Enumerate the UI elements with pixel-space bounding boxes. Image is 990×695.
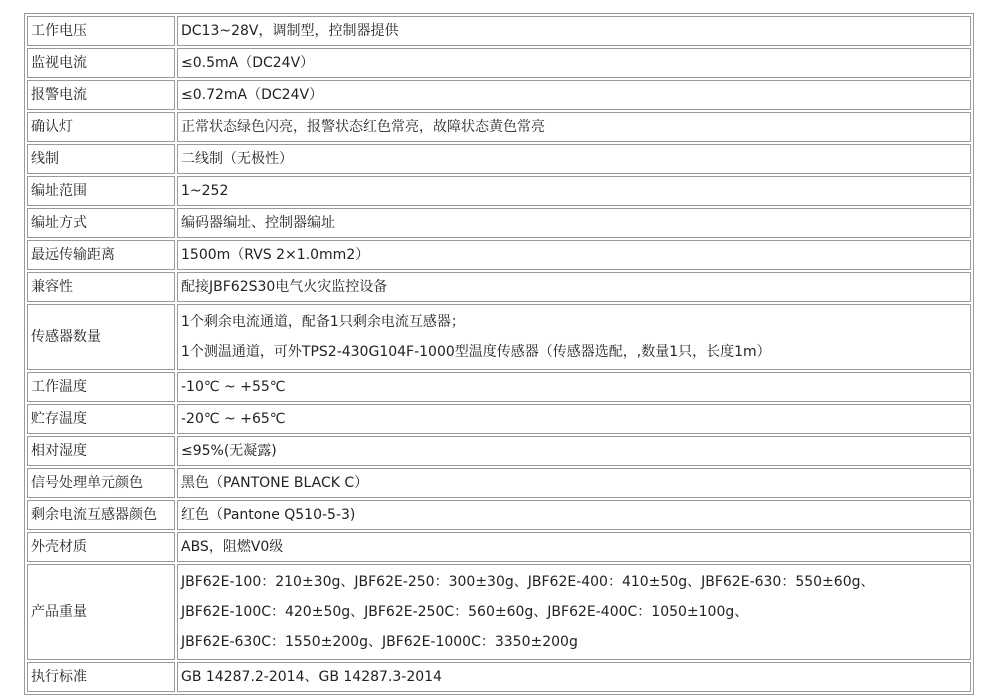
row-value: 正常状态绿色闪亮，报警状态红色常亮，故障状态黄色常亮	[177, 112, 971, 142]
row-value: ≤0.5mA（DC24V）	[177, 48, 971, 78]
row-label: 相对湿度	[27, 436, 175, 466]
spec-table	[24, 13, 974, 695]
row-value: DC13~28V，调制型，控制器提供	[177, 16, 971, 46]
row-label: 外壳材质	[27, 532, 175, 562]
row-monitor-current	[27, 48, 971, 78]
row-value: -20℃ ~ +65℃	[177, 404, 971, 434]
row-working-voltage	[27, 16, 971, 46]
row-housing-material	[27, 532, 971, 562]
row-label: 监视电流	[27, 48, 175, 78]
row-product-weight	[27, 564, 971, 660]
row-value: ≤0.72mA（DC24V）	[177, 80, 971, 110]
value-line: JBF62E-630C：1550±200g、JBF62E-1000C：3350±200g	[181, 634, 578, 650]
row-storage-temperature	[27, 404, 971, 434]
value-line: 1个剩余电流通道，配备1只剩余电流互感器；	[181, 314, 465, 330]
row-label: 产品重量	[27, 564, 175, 660]
row-value: -10℃ ~ +55℃	[177, 372, 971, 402]
value-line: 1个测温通道，可外TPS2-430G104F-1000型温度传感器（传感器选配，,数量1只，长度1m）	[181, 344, 771, 360]
row-value: ≤95%(无凝露)	[177, 436, 971, 466]
row-value: 黑色（PANTONE BLACK C）	[177, 468, 971, 498]
row-address-range	[27, 176, 971, 206]
row-label: 兼容性	[27, 272, 175, 302]
row-value: 二线制（无极性）	[177, 144, 971, 174]
row-address-method	[27, 208, 971, 238]
row-value: 编码器编址、控制器编址	[177, 208, 971, 238]
row-relative-humidity	[27, 436, 971, 466]
row-indicator-light	[27, 112, 971, 142]
row-sensor-count	[27, 304, 971, 370]
value-line: JBF62E-100：210±30g、JBF62E-250：300±30g、JBF62E-400：410±50g、JBF62E-630：550±60g、	[181, 574, 875, 590]
row-label: 线制	[27, 144, 175, 174]
row-value: ABS，阻燃V0级	[177, 532, 971, 562]
row-transformer-color	[27, 500, 971, 530]
row-value: 红色（Pantone Q510-5-3)	[177, 500, 971, 530]
row-label: 编址方式	[27, 208, 175, 238]
row-label: 工作温度	[27, 372, 175, 402]
row-label: 确认灯	[27, 112, 175, 142]
row-label: 执行标准	[27, 662, 175, 692]
row-label: 最远传输距离	[27, 240, 175, 270]
row-wiring	[27, 144, 971, 174]
row-label: 剩余电流互感器颜色	[27, 500, 175, 530]
row-value	[177, 304, 971, 370]
row-label: 传感器数量	[27, 304, 175, 370]
row-value: 配接JBF62S30电气火灾监控设备	[177, 272, 971, 302]
value-line: JBF62E-100C：420±50g、JBF62E-250C：560±60g、JBF62E-400C：1050±100g、	[181, 604, 749, 620]
row-max-distance	[27, 240, 971, 270]
row-label: 贮存温度	[27, 404, 175, 434]
row-value: 1~252	[177, 176, 971, 206]
row-label: 工作电压	[27, 16, 175, 46]
row-value: 1500m（RVS 2×1.0mm2）	[177, 240, 971, 270]
row-value: GB 14287.2-2014、GB 14287.3-2014	[177, 662, 971, 692]
row-label: 报警电流	[27, 80, 175, 110]
row-compatibility	[27, 272, 971, 302]
row-value	[177, 564, 971, 660]
row-working-temperature	[27, 372, 971, 402]
row-processing-unit-color	[27, 468, 971, 498]
row-label: 编址范围	[27, 176, 175, 206]
row-standard	[27, 662, 971, 692]
row-alarm-current	[27, 80, 971, 110]
row-label: 信号处理单元颜色	[27, 468, 175, 498]
